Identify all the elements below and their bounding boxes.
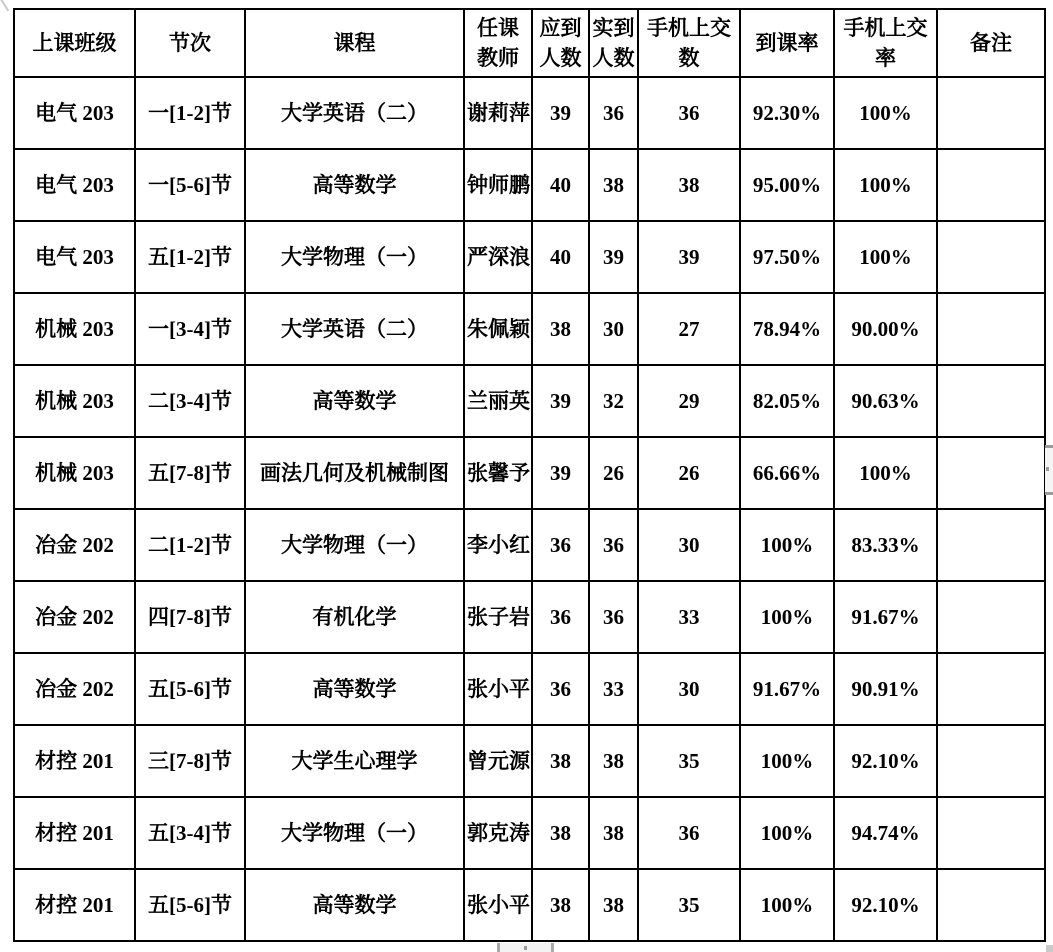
cell-teacher: 兰丽英 [464, 365, 532, 437]
cell-expected-count: 38 [532, 725, 589, 797]
cell-remark [937, 293, 1045, 365]
cell-teacher: 郭克涛 [464, 797, 532, 869]
cell-phone-rate: 90.63% [834, 365, 937, 437]
cell-class: 机械 203 [14, 293, 135, 365]
cell-expected-count: 36 [532, 509, 589, 581]
cell-remark [937, 149, 1045, 221]
cell-phones-submitted: 26 [638, 437, 740, 509]
cell-phone-rate: 90.91% [834, 653, 937, 725]
cell-phone-rate: 92.10% [834, 725, 937, 797]
cell-phones-submitted: 30 [638, 509, 740, 581]
cell-phones-submitted: 35 [638, 869, 740, 941]
cell-phones-submitted: 39 [638, 221, 740, 293]
cell-class: 机械 203 [14, 437, 135, 509]
cell-phone-rate: 91.67% [834, 581, 937, 653]
cell-phones-submitted: 35 [638, 725, 740, 797]
cell-course: 有机化学 [245, 581, 464, 653]
cell-teacher: 张馨予 [464, 437, 532, 509]
vertical-scrollbar-thumb[interactable] [1045, 445, 1053, 495]
cell-remark [937, 797, 1045, 869]
cell-period: 四[7-8]节 [135, 581, 245, 653]
header-phones-submitted: 手机上交数 [638, 9, 740, 77]
cell-teacher: 张小平 [464, 653, 532, 725]
header-phone-rate: 手机上交率 [834, 9, 937, 77]
cell-teacher: 谢莉萍 [464, 77, 532, 149]
table-row [14, 293, 1045, 365]
cell-period: 一[1-2]节 [135, 77, 245, 149]
table-row [14, 365, 1045, 437]
cell-actual-count: 38 [589, 797, 638, 869]
cell-period: 五[5-6]节 [135, 653, 245, 725]
cell-phones-submitted: 38 [638, 149, 740, 221]
cell-teacher: 曾元源 [464, 725, 532, 797]
cell-actual-count: 30 [589, 293, 638, 365]
cell-phone-rate: 100% [834, 221, 937, 293]
cell-course: 大学生心理学 [245, 725, 464, 797]
cell-teacher: 李小红 [464, 509, 532, 581]
cell-actual-count: 36 [589, 581, 638, 653]
cell-actual-count: 32 [589, 365, 638, 437]
cell-remark [937, 725, 1045, 797]
cell-actual-count: 38 [589, 725, 638, 797]
table-row [14, 77, 1045, 149]
header-period: 节次 [135, 9, 245, 77]
page-corner-artifact [0, 0, 9, 11]
cell-course: 大学物理（一） [245, 509, 464, 581]
cell-actual-count: 38 [589, 149, 638, 221]
cell-period: 二[3-4]节 [135, 365, 245, 437]
table-row [14, 437, 1045, 509]
cell-class: 材控 201 [14, 869, 135, 941]
cell-course: 大学物理（一） [245, 221, 464, 293]
cell-phones-submitted: 29 [638, 365, 740, 437]
table-row [14, 509, 1045, 581]
cell-expected-count: 38 [532, 293, 589, 365]
cell-phone-rate: 90.00% [834, 293, 937, 365]
cell-course: 大学英语（二） [245, 77, 464, 149]
cell-attendance-rate: 97.50% [740, 221, 834, 293]
table-row [14, 869, 1045, 941]
cell-remark [937, 437, 1045, 509]
cell-teacher: 严深浪 [464, 221, 532, 293]
cell-teacher: 钟师鹏 [464, 149, 532, 221]
cell-period: 五[5-6]节 [135, 869, 245, 941]
cell-actual-count: 36 [589, 77, 638, 149]
header-remark: 备注 [937, 9, 1045, 77]
cell-period: 一[3-4]节 [135, 293, 245, 365]
cell-expected-count: 40 [532, 149, 589, 221]
table-row [14, 653, 1045, 725]
cell-class: 电气 203 [14, 149, 135, 221]
cell-period: 一[5-6]节 [135, 149, 245, 221]
cell-class: 冶金 202 [14, 581, 135, 653]
table-row [14, 797, 1045, 869]
cell-actual-count: 26 [589, 437, 638, 509]
cell-attendance-rate: 100% [740, 725, 834, 797]
cell-attendance-rate: 95.00% [740, 149, 834, 221]
header-row [14, 9, 1045, 77]
cell-period: 五[3-4]节 [135, 797, 245, 869]
cell-attendance-rate: 66.66% [740, 437, 834, 509]
cell-remark [937, 77, 1045, 149]
cell-phone-rate: 94.74% [834, 797, 937, 869]
table-row [14, 581, 1045, 653]
table-body [14, 77, 1045, 941]
cell-attendance-rate: 100% [740, 797, 834, 869]
cell-phone-rate: 92.10% [834, 869, 937, 941]
cell-phone-rate: 100% [834, 149, 937, 221]
cell-actual-count: 39 [589, 221, 638, 293]
cell-expected-count: 36 [532, 653, 589, 725]
cell-class: 电气 203 [14, 221, 135, 293]
cell-course: 高等数学 [245, 365, 464, 437]
cell-attendance-rate: 91.67% [740, 653, 834, 725]
cell-remark [937, 509, 1045, 581]
cell-actual-count: 36 [589, 509, 638, 581]
cell-course: 大学英语（二） [245, 293, 464, 365]
cell-expected-count: 39 [532, 77, 589, 149]
cell-attendance-rate: 100% [740, 581, 834, 653]
cell-phones-submitted: 36 [638, 77, 740, 149]
cell-phones-submitted: 27 [638, 293, 740, 365]
cell-course: 画法几何及机械制图 [245, 437, 464, 509]
table-row [14, 725, 1045, 797]
cell-teacher: 张小平 [464, 869, 532, 941]
cell-remark [937, 221, 1045, 293]
cell-expected-count: 39 [532, 365, 589, 437]
cell-course: 高等数学 [245, 149, 464, 221]
table-row [14, 221, 1045, 293]
header-expected-count: 应到人数 [532, 9, 589, 77]
cell-expected-count: 40 [532, 221, 589, 293]
cell-expected-count: 39 [532, 437, 589, 509]
cell-course: 高等数学 [245, 653, 464, 725]
cell-period: 五[7-8]节 [135, 437, 245, 509]
cell-phones-submitted: 33 [638, 581, 740, 653]
header-teacher: 任课教师 [464, 9, 532, 77]
cell-period: 二[1-2]节 [135, 509, 245, 581]
cell-remark [937, 653, 1045, 725]
header-actual-count: 实到人数 [589, 9, 638, 77]
header-attendance-rate: 到课率 [740, 9, 834, 77]
cell-class: 材控 201 [14, 797, 135, 869]
cell-expected-count: 36 [532, 581, 589, 653]
cell-phone-rate: 100% [834, 437, 937, 509]
cell-attendance-rate: 92.30% [740, 77, 834, 149]
cell-class: 冶金 202 [14, 653, 135, 725]
cell-period: 五[1-2]节 [135, 221, 245, 293]
cell-teacher: 朱佩颖 [464, 293, 532, 365]
cell-class: 冶金 202 [14, 509, 135, 581]
cell-phone-rate: 100% [834, 77, 937, 149]
cell-phones-submitted: 30 [638, 653, 740, 725]
header-class: 上课班级 [14, 9, 135, 77]
cell-phones-submitted: 36 [638, 797, 740, 869]
cell-attendance-rate: 100% [740, 869, 834, 941]
cell-remark [937, 869, 1045, 941]
cell-actual-count: 33 [589, 653, 638, 725]
cell-course: 高等数学 [245, 869, 464, 941]
cell-phone-rate: 83.33% [834, 509, 937, 581]
cell-attendance-rate: 78.94% [740, 293, 834, 365]
cell-attendance-rate: 82.05% [740, 365, 834, 437]
cell-class: 机械 203 [14, 365, 135, 437]
cell-expected-count: 38 [532, 869, 589, 941]
cell-remark [937, 365, 1045, 437]
table-row [14, 149, 1045, 221]
cell-class: 材控 201 [14, 725, 135, 797]
cell-course: 大学物理（一） [245, 797, 464, 869]
attendance-table [13, 8, 1046, 942]
cell-class: 电气 203 [14, 77, 135, 149]
cell-period: 三[7-8]节 [135, 725, 245, 797]
cell-expected-count: 38 [532, 797, 589, 869]
horizontal-scrollbar-thumb[interactable] [497, 943, 554, 952]
scrollbar-corner [1046, 945, 1053, 952]
cell-attendance-rate: 100% [740, 509, 834, 581]
cell-teacher: 张子岩 [464, 581, 532, 653]
cell-actual-count: 38 [589, 869, 638, 941]
cell-remark [937, 581, 1045, 653]
header-course: 课程 [245, 9, 464, 77]
